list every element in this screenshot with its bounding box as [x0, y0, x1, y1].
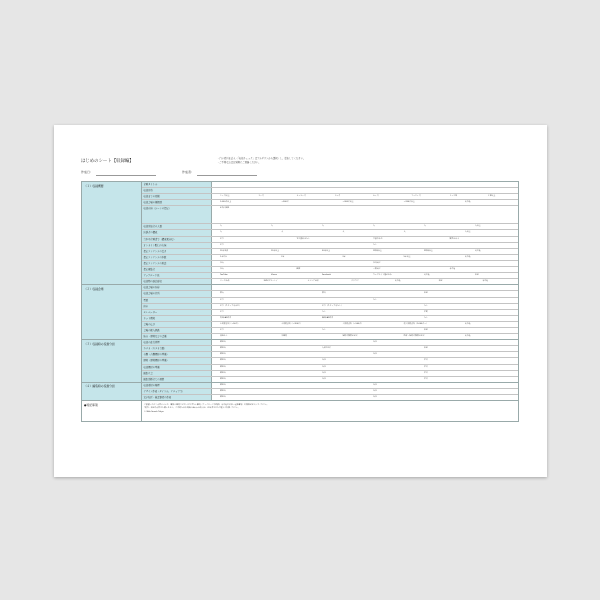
- row-value-field[interactable]: [212, 230, 518, 235]
- option-cell[interactable]: YouTube: [220, 274, 228, 277]
- option-cell[interactable]: 未定: [424, 292, 428, 295]
- row-label: 出演者の構成: [142, 230, 212, 235]
- option-cell[interactable]: あり: [220, 243, 224, 246]
- option-cell[interactable]: 15分以上: [271, 249, 280, 252]
- row-value-field[interactable]: [212, 267, 518, 272]
- row-value-field[interactable]: [212, 200, 518, 205]
- row-value-field[interactable]: [212, 377, 518, 382]
- option-cell[interactable]: 都内: [220, 292, 224, 295]
- option-cell[interactable]: その他: [464, 201, 471, 204]
- submitted-label: 作成日：: [81, 170, 94, 174]
- row-value-field[interactable]: [212, 285, 518, 290]
- row-value-field[interactable]: [212, 237, 518, 242]
- table-row: [142, 334, 518, 339]
- option-cell[interactable]: まだ資料はなし: [296, 237, 310, 240]
- row-label: 照明（照明機材の準備）: [142, 358, 212, 363]
- option-cell[interactable]: 当社: [373, 396, 377, 398]
- option-cell[interactable]: その他: [394, 280, 401, 283]
- row-value-field[interactable]: [212, 273, 518, 278]
- option-cell[interactable]: なし: [322, 310, 326, 313]
- table-row: [142, 206, 518, 224]
- option-cell[interactable]: 人: [271, 225, 273, 228]
- section-label: （４）編集時の役割分担: [82, 383, 142, 400]
- option-cell[interactable]: データ納品: [220, 280, 230, 283]
- option-cell[interactable]: 人: [403, 231, 406, 234]
- row-label: 想定コンテンツの本数: [142, 255, 212, 260]
- row-label: カメラ（カメラ台数）: [142, 346, 212, 351]
- instruction-note-2: ・ご不明な点はお気軽にご連絡ください。: [217, 161, 261, 164]
- option-cell[interactable]: ４〜５ヶ月: [296, 195, 306, 198]
- table-row: [142, 377, 518, 382]
- row-label: 収録日時: [142, 188, 212, 193]
- option-cell[interactable]: なし: [373, 243, 377, 246]
- option-cell[interactable]: 人数で2名: [322, 347, 331, 350]
- row-label: 想定視聴者: [142, 267, 212, 272]
- row-value-field[interactable]: [212, 304, 518, 309]
- row-value-field[interactable]: [212, 291, 518, 296]
- option-cell[interactable]: あり: [220, 298, 224, 301]
- row-value-field[interactable]: [212, 249, 518, 254]
- row-label: 収録内容（シーンの想定）: [142, 206, 212, 223]
- option-cell[interactable]: なし: [424, 316, 428, 319]
- option-cell[interactable]: ※自由記載: [220, 207, 230, 210]
- option-cell[interactable]: 当社: [373, 341, 377, 344]
- row-label: ネット環境: [142, 316, 212, 321]
- row-label: デザイン作成（タイトル、テロップ等）: [142, 389, 212, 394]
- row-value-field[interactable]: [212, 352, 518, 357]
- row-value-field[interactable]: [212, 188, 518, 193]
- remarks-text: [142, 401, 271, 421]
- option-cell[interactable]: 1本のみ: [220, 255, 227, 258]
- option-cell[interactable]: 社内: [220, 261, 224, 264]
- option-cell[interactable]: ３ヶ月: [258, 195, 264, 198]
- option-cell[interactable]: 未定: [438, 280, 443, 283]
- option-cell[interactable]: あり: [220, 237, 224, 240]
- row-label: 収録会場の名称: [142, 285, 212, 290]
- row-label: 会場の搬入経路: [142, 328, 212, 333]
- row-value-field[interactable]: [212, 261, 518, 266]
- option-cell[interactable]: その他: [449, 268, 456, 271]
- option-cell[interactable]: その他: [424, 274, 430, 277]
- option-cell[interactable]: 当社: [322, 377, 326, 380]
- option-cell[interactable]: DVD/ブルーレイ: [263, 280, 278, 283]
- author-label: 作成者：: [182, 170, 195, 174]
- row-value-field[interactable]: [212, 322, 518, 327]
- option-cell[interactable]: 不明: [424, 310, 428, 313]
- row-label: 収録会場の住所: [142, 291, 212, 296]
- section-1: [81, 181, 519, 284]
- document-title: はじめのシート【収録編】: [81, 159, 134, 164]
- option-cell[interactable]: 当社: [322, 371, 326, 374]
- option-cell[interactable]: 御担当: [220, 359, 226, 362]
- row-label: 企画タイトル: [142, 182, 212, 187]
- option-cell[interactable]: なし: [322, 328, 326, 331]
- section-label: （１）収録概要: [82, 182, 142, 284]
- option-cell[interactable]: その他: [475, 249, 481, 252]
- section-rows: [142, 182, 518, 284]
- option-cell[interactable]: 当社: [373, 353, 377, 356]
- row-value-field[interactable]: [212, 279, 518, 284]
- row-value-field[interactable]: [212, 310, 518, 315]
- row-value-field[interactable]: [212, 389, 518, 394]
- option-cell[interactable]: 1時間以上: [373, 249, 382, 252]
- option-cell[interactable]: 顧客: [296, 268, 301, 271]
- option-cell[interactable]: 2時間以上: [424, 249, 433, 252]
- row-value-field[interactable]: [212, 346, 518, 351]
- row-value-field[interactable]: [212, 206, 518, 223]
- row-value-field[interactable]: [212, 182, 518, 187]
- option-cell[interactable]: ６ヶ月: [373, 195, 379, 198]
- option-cell[interactable]: 未定: [424, 347, 428, 350]
- option-cell[interactable]: 未定: [424, 328, 428, 331]
- row-label: 想定コンテンツの用途: [142, 261, 212, 266]
- option-cell[interactable]: 御担当: [220, 341, 226, 344]
- option-cell[interactable]: 〜500名: [281, 201, 289, 204]
- row-label: 収録の進行管理: [142, 340, 212, 345]
- option-cell[interactable]: １ヶ月以上: [220, 195, 230, 198]
- option-cell[interactable]: 御担当: [220, 347, 226, 350]
- option-cell[interactable]: 当社: [373, 389, 377, 392]
- hearing-sheet-table: [81, 181, 519, 422]
- option-cell[interactable]: 都外: [322, 292, 326, 295]
- row-value-field[interactable]: [212, 255, 518, 260]
- option-cell[interactable]: あり: [220, 328, 224, 331]
- option-cell[interactable]: 当社: [322, 365, 326, 368]
- option-cell[interactable]: 問題なし: [220, 335, 228, 338]
- section-2: [81, 284, 519, 339]
- option-cell[interactable]: 〜200名以上: [403, 201, 415, 204]
- row-label: 台本や企画書等（構成案含む）: [142, 237, 212, 242]
- row-value-field[interactable]: [212, 383, 518, 388]
- row-value-field[interactable]: [212, 340, 518, 345]
- option-cell[interactable]: 人: [220, 231, 222, 234]
- row-label: 音響（音響機材の準備）: [142, 352, 212, 357]
- option-cell[interactable]: ウェブサイト埋め込み: [373, 274, 392, 277]
- remarks-line: *現在、未定の内容でも構いません。ご不明な点や判断に迷われる場合は、担当者までお気軽にご相談ください。: [144, 407, 240, 410]
- option-cell[interactable]: 防音・照明の調整が必要: [403, 335, 425, 338]
- option-cell[interactable]: 人以上: [464, 231, 471, 234]
- section-rows: [142, 340, 518, 382]
- row-label: 文字校正・確認事項の作成: [142, 395, 212, 400]
- option-cell[interactable]: あり: [220, 310, 224, 313]
- option-cell[interactable]: 人: [281, 231, 284, 234]
- row-label: 収録会場の規模感: [142, 200, 212, 205]
- option-cell[interactable]: 社外向け: [373, 261, 381, 264]
- option-cell[interactable]: メディア納品: [307, 280, 319, 283]
- row-label: オンライン配信の有無: [142, 243, 212, 248]
- option-cell[interactable]: 御担当: [220, 371, 226, 374]
- section-3: [81, 339, 519, 382]
- option-cell[interactable]: あり（スタッフ分含む）: [220, 304, 241, 307]
- option-cell[interactable]: 人: [322, 225, 324, 228]
- row-value-field[interactable]: [212, 358, 518, 363]
- option-cell[interactable]: 3本: [342, 255, 346, 258]
- option-cell[interactable]: 無線LAN有り: [322, 316, 334, 319]
- option-cell[interactable]: 聞き込み中: [449, 237, 459, 240]
- row-value-field[interactable]: [212, 224, 518, 229]
- option-cell[interactable]: 御担当: [220, 353, 226, 356]
- section-label: （２）収録会場: [82, 285, 142, 339]
- option-cell[interactable]: 30分以上: [322, 249, 331, 252]
- option-cell[interactable]: 未定: [475, 274, 479, 277]
- option-cell[interactable]: その他: [464, 255, 471, 258]
- option-cell[interactable]: 超大規模会場（1,000名〜）: [403, 322, 428, 325]
- option-cell[interactable]: ７〜８ヶ月: [411, 195, 421, 198]
- section-label: ●特記事項: [82, 401, 142, 421]
- section-rows: [142, 401, 518, 421]
- row-label: 撮影立会: [142, 371, 212, 376]
- option-cell[interactable]: なし: [373, 298, 377, 301]
- submitted-field[interactable]: [96, 175, 156, 176]
- row-value-field[interactable]: [212, 334, 518, 339]
- row-label: 撮影関係者との連携: [142, 377, 212, 382]
- section-rows: [142, 383, 518, 400]
- instruction-note-1: ・白い項目を記入（「収録チェック」はプルダウンから選択）し、提出してください。: [217, 157, 306, 160]
- remarks-line: © Web Search Tokyo: [144, 410, 164, 413]
- option-cell[interactable]: その他: [464, 322, 471, 325]
- row-value-field[interactable]: [212, 316, 518, 321]
- section-rows: [142, 285, 518, 339]
- section-5: [81, 400, 519, 422]
- option-cell[interactable]: その他: [482, 280, 488, 283]
- section-label: （３）収録時の役割分担: [82, 340, 142, 382]
- row-value-field[interactable]: [212, 328, 518, 333]
- option-cell[interactable]: 有線LAN有り: [220, 316, 232, 319]
- option-cell[interactable]: 小規模会場（〜50名）: [220, 322, 240, 325]
- option-cell[interactable]: Facebook: [322, 274, 331, 277]
- row-value-field[interactable]: [212, 194, 518, 199]
- option-cell[interactable]: １年以上: [487, 195, 496, 198]
- row-label: 会場の広さ: [142, 322, 212, 327]
- option-cell[interactable]: 不要: [424, 359, 428, 362]
- row-value-field[interactable]: [212, 395, 518, 400]
- option-cell[interactable]: 不要: [424, 377, 428, 380]
- row-label: 収録までの期間: [142, 194, 212, 199]
- option-cell[interactable]: 当社: [373, 383, 377, 386]
- row-label: 収録機材の準備: [142, 365, 212, 370]
- option-cell[interactable]: 不要: [424, 371, 428, 374]
- row-value-field[interactable]: [212, 371, 518, 376]
- option-cell[interactable]: ５ヶ月: [334, 195, 341, 198]
- option-cell[interactable]: 口頭のみで: [373, 237, 383, 240]
- option-cell[interactable]: 御担当: [220, 365, 226, 368]
- option-cell[interactable]: 当社: [322, 359, 326, 362]
- option-cell[interactable]: １〜２年: [449, 195, 458, 198]
- option-cell[interactable]: 一般向け: [373, 268, 381, 271]
- option-cell[interactable]: 御担当: [220, 389, 226, 392]
- option-cell[interactable]: 不要: [424, 365, 428, 368]
- option-cell[interactable]: その他: [464, 335, 471, 338]
- option-cell[interactable]: 要確認: [281, 335, 287, 338]
- option-cell[interactable]: クラウド: [351, 280, 359, 283]
- section-4: [81, 382, 519, 400]
- option-cell[interactable]: 2本: [281, 255, 285, 258]
- option-cell[interactable]: 人: [373, 225, 375, 228]
- option-cell[interactable]: 5本以上: [403, 255, 411, 258]
- option-cell[interactable]: 1,000名以上: [220, 201, 232, 204]
- table-row: [142, 279, 518, 284]
- option-cell[interactable]: 〜300名以上: [342, 201, 354, 204]
- option-cell[interactable]: 15分未満: [220, 249, 229, 252]
- row-label: 収録素材の整理: [142, 383, 212, 388]
- row-label: 収録物の納品形式: [142, 279, 212, 284]
- row-label: 控室: [142, 304, 212, 309]
- row-value-field[interactable]: [212, 243, 518, 248]
- option-cell[interactable]: 中規模会場（〜200名）: [281, 322, 302, 325]
- table-row: [142, 395, 518, 400]
- option-cell[interactable]: 社内: [220, 268, 224, 271]
- remarks-row: [142, 401, 518, 421]
- author-field[interactable]: [197, 175, 257, 176]
- option-cell[interactable]: 人以上: [475, 225, 481, 228]
- row-label: エレベーター: [142, 310, 212, 315]
- option-cell[interactable]: 御担当: [220, 377, 226, 380]
- option-cell[interactable]: 人: [424, 225, 426, 228]
- row-label: 防音・照明などの設備: [142, 334, 212, 339]
- option-cell[interactable]: あり（スタッフ分なし）: [322, 304, 343, 307]
- row-label: 想定コンテンツの長さ: [142, 249, 212, 254]
- row-value-field[interactable]: [212, 298, 518, 303]
- option-cell[interactable]: なし: [424, 304, 428, 307]
- remarks-line: ご依頼いただく内容について、事前に確認させていただきたい事項（アップロードの時期、その他の状況・収録事項）の詳細を記入してください。: [144, 404, 269, 407]
- option-cell[interactable]: 人: [220, 225, 222, 228]
- row-label: 電源: [142, 298, 212, 303]
- option-cell[interactable]: Vimeo: [271, 274, 277, 277]
- row-label: アップロード先: [142, 273, 212, 278]
- row-label: 収録参加者の人数: [142, 224, 212, 229]
- option-cell[interactable]: 御担当: [220, 396, 226, 398]
- option-cell[interactable]: 大規模会場（〜500名）: [342, 322, 364, 325]
- option-cell[interactable]: 御担当: [220, 383, 226, 386]
- document-page: [54, 125, 547, 477]
- option-cell[interactable]: 照明の調整が必要: [342, 335, 358, 338]
- option-cell[interactable]: 人: [342, 231, 345, 234]
- row-value-field[interactable]: [212, 365, 518, 370]
